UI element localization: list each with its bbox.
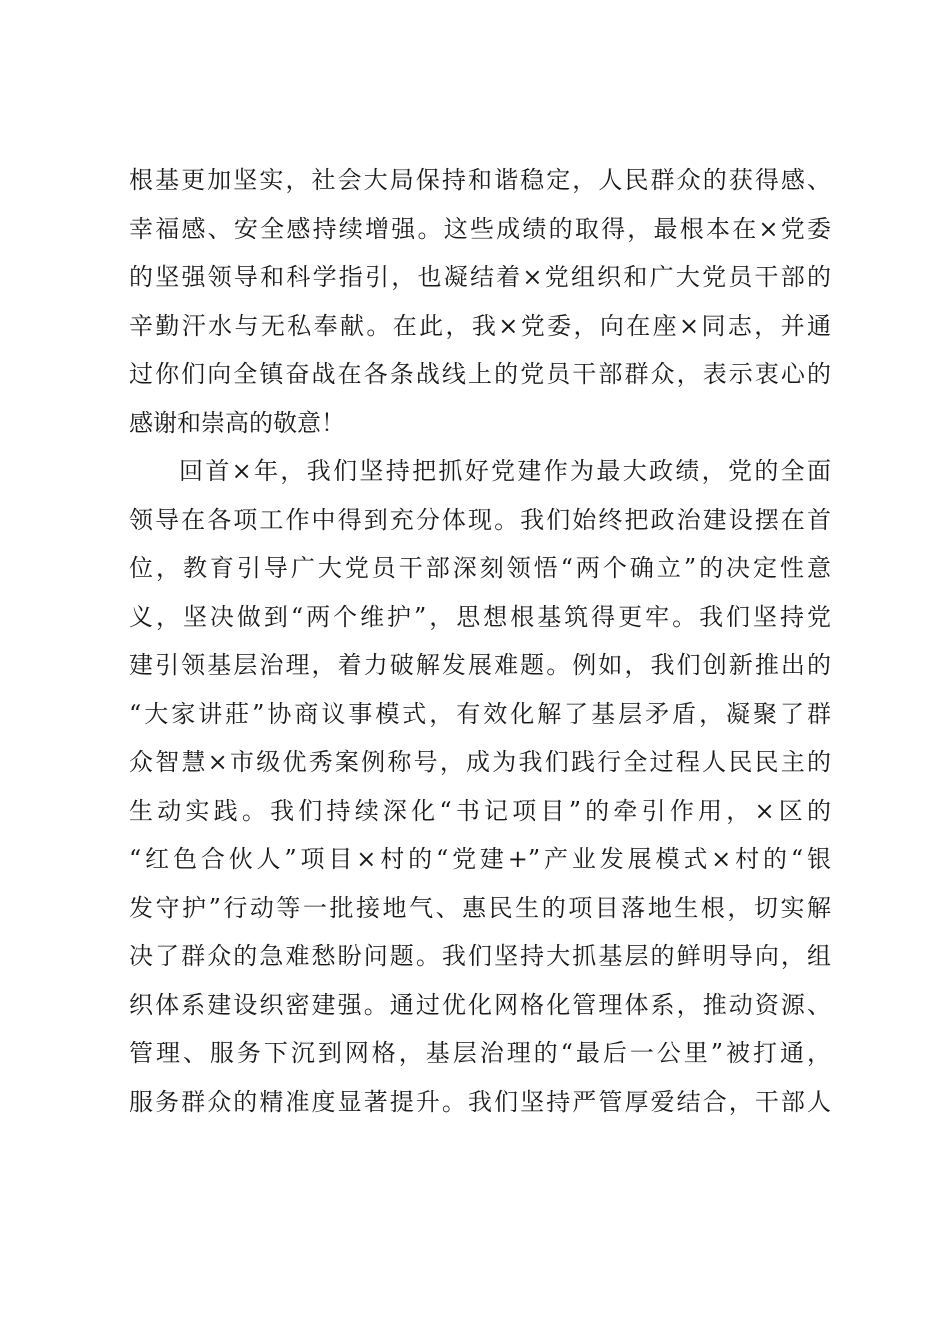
text-line: 感谢和崇高的敬意！ bbox=[129, 408, 345, 437]
text-line: “红色合伙人”项目×村的“党建+”产业发展模式×村的“银 bbox=[129, 845, 831, 873]
text-line: 位，教育引导广大党员干部深刻领悟“两个确立”的决定性意 bbox=[129, 554, 831, 582]
text-line: 义，坚决做到“两个维护”，思想根基筑得更牢。我们坚持党 bbox=[129, 602, 831, 631]
text-line: 生动实践。我们持续深化“书记项目”的牵引作用，×区的 bbox=[129, 796, 831, 825]
text-line: 幸福感、安全感持续增强。这些成绩的取得，最根本在×党委 bbox=[129, 214, 831, 243]
text-line: 根基更加坚实，社会大局保持和谐稳定，人民群众的获得感、 bbox=[129, 166, 831, 194]
text-line: 决了群众的急难愁盼问题。我们坚持大抓基层的鲜明导向，组 bbox=[129, 942, 831, 970]
text-line: 领导在各项工作中得到充分体现。我们始终把政治建设摆在首 bbox=[129, 505, 831, 534]
paragraph-2 bbox=[129, 447, 831, 1126]
text-line: 辛勤汗水与无私奉献。在此，我×党委，向在座×同志，并通 bbox=[129, 311, 831, 340]
text-line: 织体系建设织密建强。通过优化网格化管理体系，推动资源、 bbox=[129, 990, 831, 1019]
text-line: 过你们向全镇奋战在各条战线上的党员干部群众，表示衷心的 bbox=[129, 360, 831, 388]
text-line: “大家讲莊”协商议事模式，有效化解了基层矛盾，凝聚了群 bbox=[129, 699, 831, 728]
text-line: 众智慧×市级优秀案例称号，成为我们践行全过程人民民主的 bbox=[129, 748, 831, 776]
text-line: 发守护”行动等一批接地气、惠民生的项目落地生根，切实解 bbox=[129, 893, 831, 922]
body-text bbox=[129, 156, 831, 1126]
text-line: 的坚强领导和科学指引，也凝结着×党组织和广大党员干部的 bbox=[129, 263, 831, 291]
paragraph-1 bbox=[129, 156, 831, 447]
text-line: 管理、服务下沉到网格，基层治理的“最后一公里”被打通， bbox=[129, 1039, 831, 1067]
text-line: 回首×年，我们坚持把抓好党建作为最大政绩，党的全面 bbox=[179, 457, 831, 485]
text-line: 服务群众的精准度显著提升。我们坚持严管厚爱结合，干部人 bbox=[129, 1087, 831, 1116]
text-line: 建引领基层治理，着力破解发展难题。例如，我们创新推出的 bbox=[129, 651, 831, 679]
